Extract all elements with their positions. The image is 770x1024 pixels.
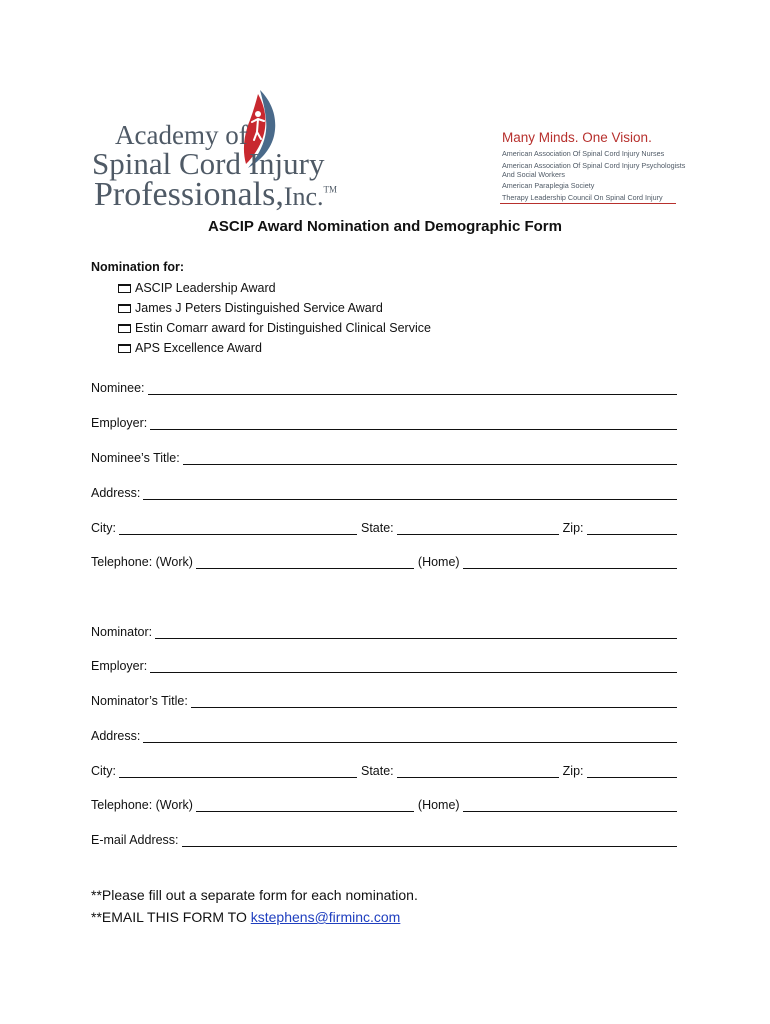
field-label: Nominator’s Title: xyxy=(91,694,188,708)
form-title: ASCIP Award Nomination and Demographic Form xyxy=(208,218,562,235)
field-label: Employer: xyxy=(91,416,148,430)
nominator-title-row xyxy=(91,690,677,708)
checkbox-icon[interactable] xyxy=(118,304,131,313)
award-label: APS Excellence Award xyxy=(135,341,262,355)
field-label: Nominee’s Title: xyxy=(91,451,180,465)
field-label: City: xyxy=(91,764,116,778)
logo-trademark: TM xyxy=(323,184,338,195)
field-label: Employer: xyxy=(91,659,148,673)
award-label: James J Peters Distinguished Service Award xyxy=(135,301,383,315)
field-label: Address: xyxy=(91,486,141,500)
checkbox-icon[interactable] xyxy=(118,324,131,333)
checkbox-icon[interactable] xyxy=(118,284,131,293)
nominator-state-field[interactable] xyxy=(397,765,559,778)
award-label: ASCIP Leadership Award xyxy=(135,281,276,295)
nominator-city-state-zip-row xyxy=(91,760,677,778)
nominee-employer-row xyxy=(91,412,677,430)
nominee-address-row xyxy=(91,482,677,500)
field-label: Nominator: xyxy=(91,625,153,639)
nominee-name-row xyxy=(91,377,677,395)
nominator-home-phone-field[interactable] xyxy=(463,799,677,812)
nomination-heading: Nomination for: xyxy=(91,260,185,274)
field-label: Nominee: xyxy=(91,381,145,395)
logo-tagline: Many Minds. One Vision. xyxy=(502,130,652,145)
nominator-phone-row xyxy=(91,794,677,812)
award-option-james-peters[interactable] xyxy=(118,298,431,318)
nominator-email-row xyxy=(91,829,677,847)
nominee-address-field[interactable] xyxy=(143,487,677,500)
nominator-name-field[interactable] xyxy=(155,626,677,639)
field-label: Zip: xyxy=(562,521,584,535)
ascip-logo xyxy=(90,88,686,213)
member-organizations xyxy=(502,149,687,204)
field-label: (Home) xyxy=(417,798,460,812)
nominee-phone-row xyxy=(91,551,677,569)
field-label: (Home) xyxy=(417,555,460,569)
award-option-leadership[interactable] xyxy=(118,278,431,298)
field-label: Address: xyxy=(91,729,141,743)
nominee-city-state-zip-row xyxy=(91,517,677,535)
award-option-aps-excellence[interactable] xyxy=(118,338,431,358)
logo-line-2: Spinal Cord Injury xyxy=(92,146,325,181)
nominee-home-phone-field[interactable] xyxy=(463,556,677,569)
award-options xyxy=(118,278,431,358)
nominator-employer-field[interactable] xyxy=(150,660,677,673)
nominee-city-field[interactable] xyxy=(119,522,357,535)
field-label: City: xyxy=(91,521,116,535)
award-option-estin-comarr[interactable] xyxy=(118,318,431,338)
logo-divider xyxy=(500,203,676,204)
field-label: Telephone: (Work) xyxy=(91,798,193,812)
nominator-employer-row xyxy=(91,655,677,673)
field-label: E-mail Address: xyxy=(91,833,179,847)
nominee-title-row xyxy=(91,447,677,465)
member-org: American Association Of Spinal Cord Injury Psychologists And Social Workers xyxy=(502,160,686,179)
checkbox-icon[interactable] xyxy=(118,344,131,353)
logo-line-3 xyxy=(94,178,337,212)
field-label: State: xyxy=(361,521,394,535)
nominator-zip-field[interactable] xyxy=(587,765,677,778)
logo-line-1: Academy of xyxy=(115,120,248,150)
nominator-email-field[interactable] xyxy=(182,834,677,847)
field-label: Telephone: (Work) xyxy=(91,555,193,569)
email-link[interactable]: kstephens@firminc.com xyxy=(250,909,401,925)
nominee-state-field[interactable] xyxy=(397,522,559,535)
nominee-zip-field[interactable] xyxy=(587,522,677,535)
field-label: State: xyxy=(361,764,394,778)
nominee-title-field[interactable] xyxy=(183,452,677,465)
logo-professionals: Professionals, xyxy=(94,176,284,213)
field-label: Zip: xyxy=(562,764,584,778)
member-org: American Association Of Spinal Cord Injury Nurses xyxy=(502,149,665,158)
nominator-work-phone-field[interactable] xyxy=(196,799,414,812)
email-instruction-text: **EMAIL THIS FORM TO xyxy=(91,909,251,925)
nominee-work-phone-field[interactable] xyxy=(196,556,414,569)
nominator-name-row xyxy=(91,621,677,639)
nominator-address-row xyxy=(91,725,677,743)
member-org: Therapy Leadership Council On Spinal Cord Injury xyxy=(502,192,663,202)
member-org: American Paraplegia Society xyxy=(502,181,595,190)
nominator-title-field[interactable] xyxy=(191,695,677,708)
form-notes xyxy=(91,884,418,928)
logo-inc: Inc. xyxy=(283,182,324,211)
nominator-city-field[interactable] xyxy=(119,765,357,778)
award-label: Estin Comarr award for Distinguished Clinical Service xyxy=(135,321,431,335)
email-instruction xyxy=(91,906,418,928)
nominator-address-field[interactable] xyxy=(143,730,677,743)
nominee-employer-field[interactable] xyxy=(150,417,677,430)
nominee-name-field[interactable] xyxy=(148,382,678,395)
separate-form-note: **Please fill out a separate form for each nomination. xyxy=(91,887,418,903)
